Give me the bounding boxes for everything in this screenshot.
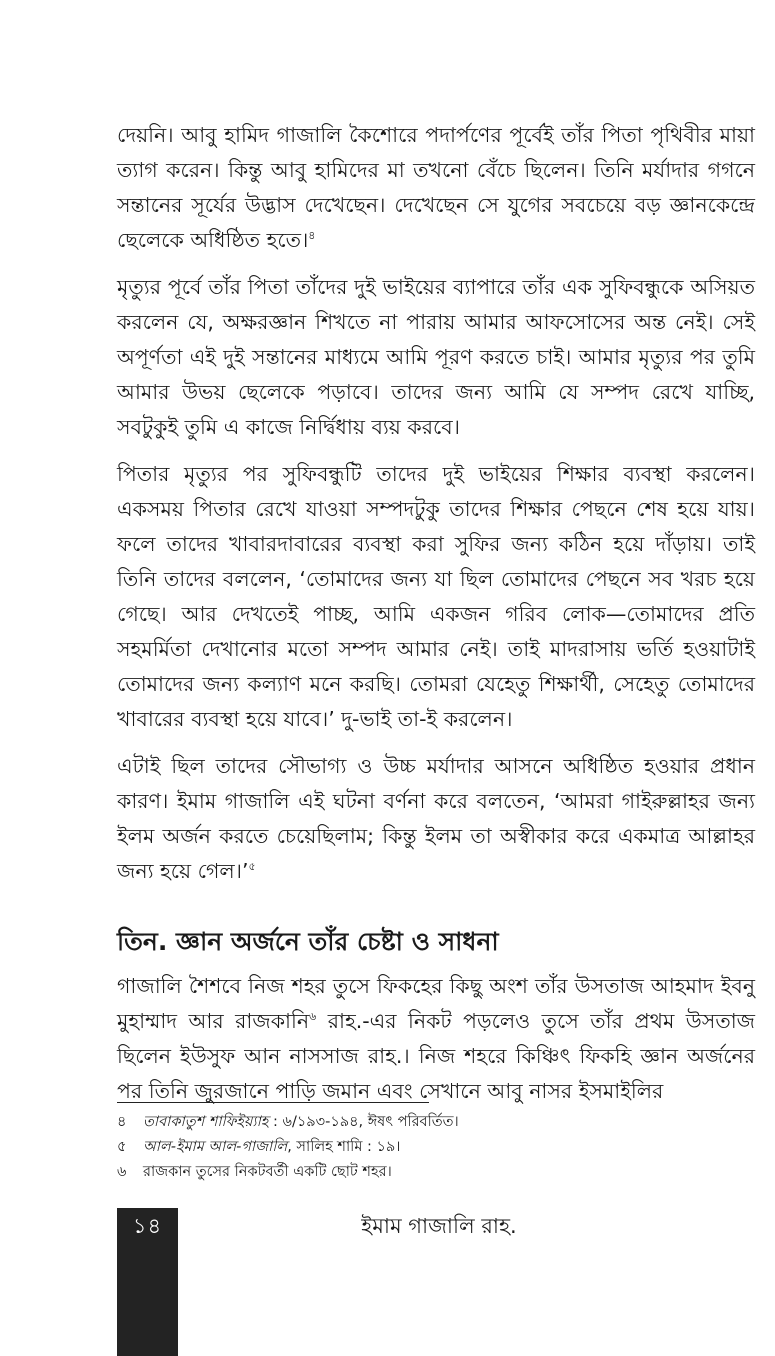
- footnote-number: ৪: [117, 1114, 127, 1130]
- footnote-number: ৫: [117, 1139, 127, 1155]
- footnote-text: [143, 1135, 400, 1160]
- footnote-detail: : ৬/১৯৩-১৯৪, ঈষৎ পরিবর্তিত।: [268, 1114, 459, 1130]
- footnote-detail: , সালিহ শামি : ১৯।: [287, 1139, 401, 1155]
- paragraph-2: মৃত্যুর পূর্বে তাঁর পিতা তাঁদের দুই ভাইয়ের ব্যাপারে তাঁর এক সুফিবন্ধুকে অসিয়ত করলেন যে, অক্ষরজ্ঞান শিখতে না পারায় আমার আফসোসের অন্ত নেই। সেই অপূর্ণতা এই দুই সন্তানের মাধ্যমে আমি পূরণ করতে চাই। আমার মৃত্যুর পর তুমি আমার উভয় ছেলেকে পড়াবে। তাদের জন্য আমি যে সম্পদ রেখে যাচ্ছি, সবটুকুই তুমি এ কাজে নির্দ্বিধায় ব্যয় করবে।: [117, 275, 755, 439]
- footnote-number: ৬: [117, 1164, 127, 1180]
- footnote-detail: রাজকান তুসের নিকটবর্তী একটি ছোট শহর।: [143, 1164, 392, 1180]
- footnote-divider: [117, 1102, 429, 1103]
- page-number-tab: [117, 1208, 178, 1356]
- footnote: [117, 1160, 757, 1185]
- footnote-ref[interactable]: ৬: [309, 1010, 317, 1024]
- paragraph-text: এটাই ছিল তাদের সৌভাগ্য ও উচ্চ মর্যাদার আসনে অধিষ্ঠিত হওয়ার প্রধান কারণ। ইমাম গাজালি এই ঘটনা বর্ণনা করে বলতেন, ‘আমরা গাইরুল্লাহর জন্য ইলম অর্জন করতে চেয়েছিলাম; কিন্তু ইলম তা অস্বীকার করে একমাত্র আল্লাহর জন্য হয়ে গেল।’: [117, 754, 755, 883]
- footnote-ref[interactable]: ৫: [248, 860, 256, 874]
- page-number: ১৪: [132, 1214, 163, 1238]
- paragraph-3: পিতার মৃত্যুর পর সুফিবন্ধুটি তাদের দুই ভাইয়ের শিক্ষার ব্যবস্থা করলেন। একসময় পিতার রেখে যাওয়া সম্পদটুকু তাদের শিক্ষার পেছনে শেষ হয়ে যায়। ফলে তাদের খাবারদাবারের ব্যবস্থা করা সুফির জন্য কঠিন হয়ে দাঁড়ায়। তাই তিনি তাদের বললেন, ‘তোমাদের জন্য যা ছিল তোমাদের পেছনে সব খরচ হয়ে গেছে। আর দেখতেই পাচ্ছ, আমি একজন গরিব লোক—তোমাদের প্রতি সহমর্মিতা দেখানোর মতো সম্পদ আমার নেই। তাই মাদরাসায় ভর্তি হওয়াটাই তোমাদের জন্য কল্যাণ মনে করছি। তোমরা যেহেতু শিক্ষার্থী, সেহেতু তোমাদের খাবারের ব্যবস্থা হয়ে যাবে।’ দু-ভাই তা-ই করলেন।: [117, 462, 755, 731]
- paragraph-text: দেয়নি। আবু হামিদ গাজালি কৈশোরে পদার্পণের পূর্বেই তাঁর পিতা পৃথিবীর মায়া ত্যাগ করেন। কিন্তু আবু হামিদের মা তখনো বেঁচে ছিলেন। তিনি মর্যাদার গগনে সন্তানের সূর্যের উদ্ভাস দেখেছেন। দেখেছেন সে যুগের সবচেয়ে বড় জ্ঞানকেন্দ্রে ছেলেকে অধিষ্ঠিত হতে।: [117, 123, 755, 252]
- main-text: [117, 118, 755, 1121]
- running-title: ইমাম গাজালি রাহ.: [361, 1214, 517, 1238]
- paragraph-4: [117, 749, 755, 889]
- footnote-source-title: আল-ইমাম আল-গাজালি: [143, 1139, 288, 1155]
- footnote: [117, 1135, 757, 1160]
- section-heading: তিন. জ্ঞান অর্জনে তাঁর চেষ্টা ও সাধনা: [117, 927, 499, 956]
- footnote-text: [143, 1110, 459, 1135]
- paragraph-5: [117, 969, 755, 1109]
- paragraph-1: [117, 118, 755, 258]
- paragraph-text: গাজালি শৈশবে নিজ শহর তুসে ফিকহের কিছু অংশ তাঁর উসতাজ আহমাদ ইবনু মুহাম্মাদ আর রাজকানি: [117, 974, 755, 1033]
- footnote-text: [143, 1160, 392, 1185]
- footnote: [117, 1110, 757, 1135]
- footnote-ref[interactable]: ৪: [308, 229, 316, 243]
- paragraph-text: রাহ.-এর নিকট পড়লেও তুসে তাঁর প্রথম উসতাজ ছিলেন ইউসুফ আন নাসসাজ রাহ.। নিজ শহরে কিঞ্চিৎ ফিকহি জ্ঞান অর্জনের পর তিনি জুরজানে পাড়ি জমান এবং সেখানে আবু নাসর ইসমাইলির: [117, 1009, 755, 1103]
- footnote-source-title: তাবাকাতুশ শাফিইয়্যাহ: [143, 1114, 269, 1130]
- footnotes: [117, 1110, 757, 1185]
